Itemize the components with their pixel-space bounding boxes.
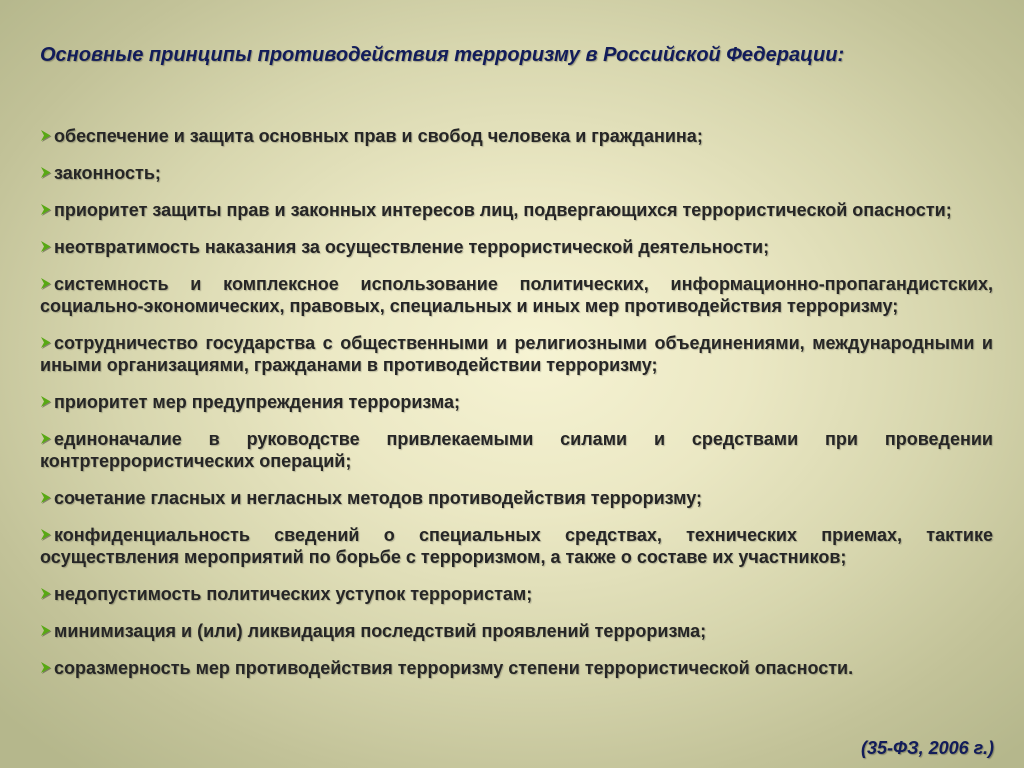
list-item bbox=[40, 332, 993, 376]
list-item-text: приоритет защиты прав и законных интересов лиц, подвергающихся террористической опасности; bbox=[54, 200, 952, 220]
list-item bbox=[40, 487, 993, 509]
list-item-text: минимизация и (или) ликвидация последствий проявлений терроризма; bbox=[54, 621, 707, 641]
list-item bbox=[40, 236, 993, 258]
list-item bbox=[40, 583, 993, 605]
green-arrowhead-bullet-icon bbox=[40, 491, 53, 505]
green-arrowhead-bullet-icon bbox=[40, 166, 53, 180]
list-item-text: законность; bbox=[54, 163, 161, 183]
list-item-text: конфиденциальность сведений о специальных средствах, технических приемах, тактике осуществления мероприятий по борьбе с терроризмом, а также о составе их участников; bbox=[40, 525, 993, 567]
list-item bbox=[40, 428, 993, 472]
list-item bbox=[40, 620, 993, 642]
list-item bbox=[40, 199, 993, 221]
list-item bbox=[40, 273, 993, 317]
list-item-text: единоначалие в руководстве привлекаемыми силами и средствами при проведении контртеррористических операций; bbox=[40, 429, 993, 471]
green-arrowhead-bullet-icon bbox=[40, 240, 53, 254]
source-citation: (35-ФЗ, 2006 г.) bbox=[860, 738, 994, 758]
principles-list bbox=[40, 125, 993, 694]
list-item-text: сотрудничество государства с общественными и религиозными объединениями, международными и иными организациями, гражданами в противодействии терроризму; bbox=[40, 333, 993, 375]
green-arrowhead-bullet-icon bbox=[40, 336, 53, 350]
list-item-text: неотвратимость наказания за осуществление террористической деятельности; bbox=[54, 237, 770, 257]
list-item bbox=[40, 162, 993, 184]
list-item-text: системность и комплексное использование политических, информационно-пропагандистских, социально-экономических, правовых, специальных и иных мер противодействия терроризму; bbox=[40, 274, 993, 316]
list-item-text: обеспечение и защита основных прав и свобод человека и гражданина; bbox=[54, 126, 703, 146]
list-item bbox=[40, 125, 993, 147]
list-item-text: соразмерность мер противодействия терроризму степени террористической опасности. bbox=[54, 658, 854, 678]
green-arrowhead-bullet-icon bbox=[40, 624, 53, 638]
list-item bbox=[40, 524, 993, 568]
green-arrowhead-bullet-icon bbox=[40, 395, 53, 409]
list-item-text: приоритет мер предупреждения терроризма; bbox=[54, 392, 460, 412]
list-item-text: сочетание гласных и негласных методов противодействия терроризму; bbox=[54, 488, 702, 508]
green-arrowhead-bullet-icon bbox=[40, 277, 53, 291]
list-item-text: недопустимость политических уступок террористам; bbox=[54, 584, 533, 604]
slide-title: Основные принципы противодействия терроризму в Российской Федерации: bbox=[40, 44, 845, 66]
green-arrowhead-bullet-icon bbox=[40, 432, 53, 446]
green-arrowhead-bullet-icon bbox=[40, 129, 53, 143]
green-arrowhead-bullet-icon bbox=[40, 661, 53, 675]
list-item bbox=[40, 391, 993, 413]
list-item bbox=[40, 657, 993, 679]
green-arrowhead-bullet-icon bbox=[40, 528, 53, 542]
green-arrowhead-bullet-icon bbox=[40, 587, 53, 601]
green-arrowhead-bullet-icon bbox=[40, 203, 53, 217]
